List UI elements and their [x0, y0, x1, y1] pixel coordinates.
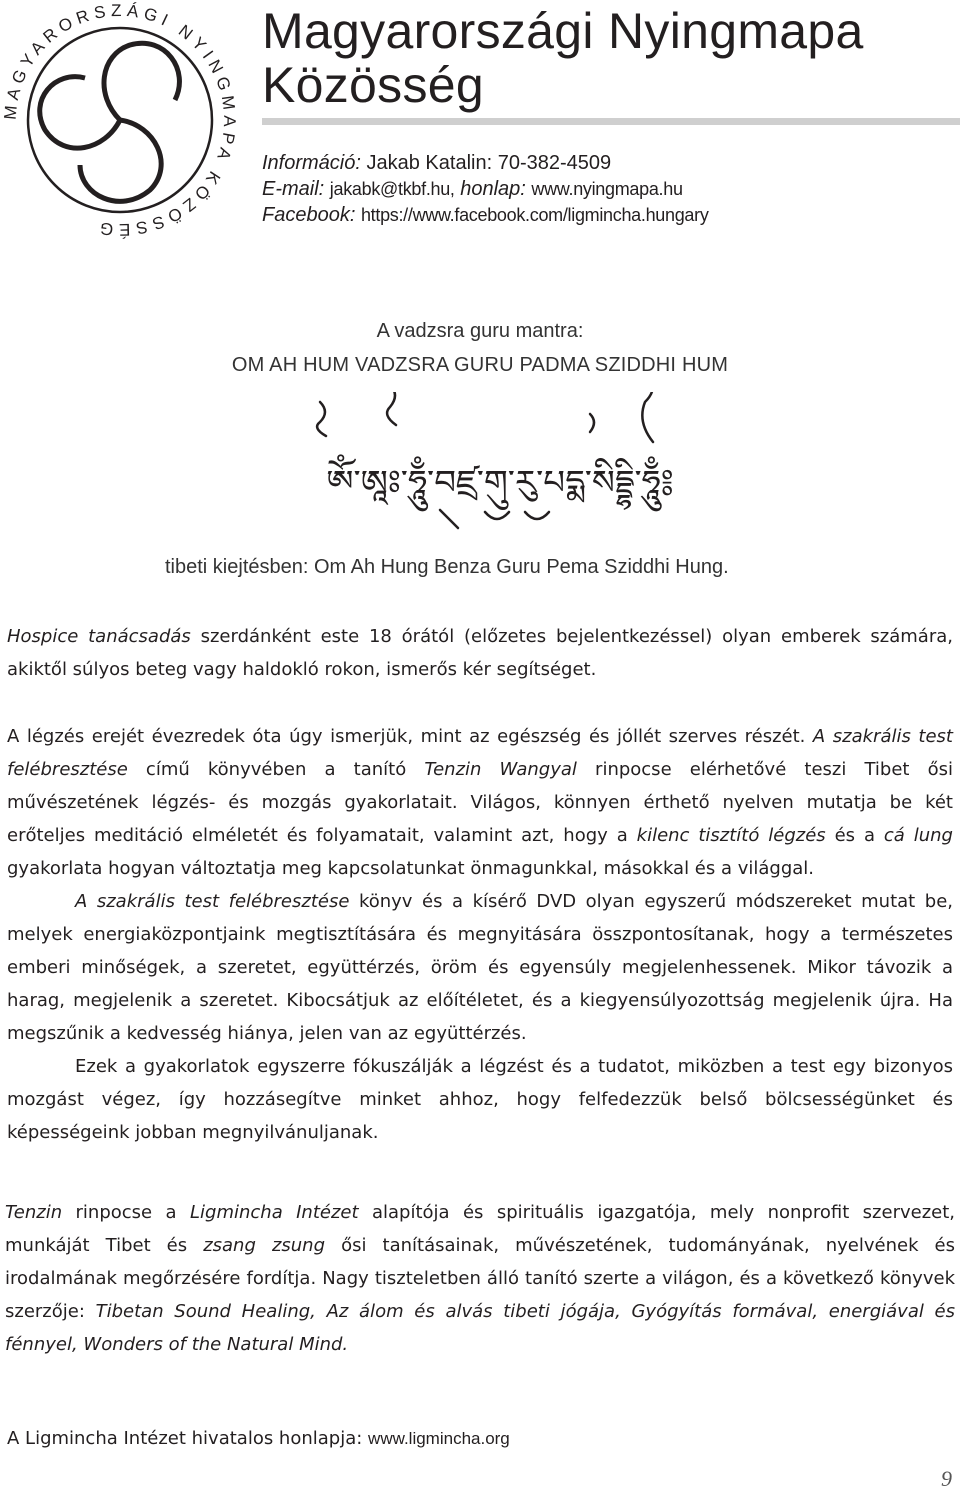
practice-name-1: kilenc tisztító légzés	[636, 825, 826, 846]
practice-name-2: cá lung	[883, 825, 953, 846]
book-dvd-paragraph	[7, 885, 953, 1050]
mantra-pronunciation: tibeti kiejtésben: Om Ah Hung Benza Guru Pema Sziddhi Hung.	[165, 556, 729, 578]
practice-paragraph: Ezek a gyakorlatok egyszerre fókuszálják a légzést és a tudatot, miközben a test egy bizonyos mozgást végez, így hozzásegítve minket ahhoz, hogy felfedezzük belső bölcsességünket és képességeink jobban megnyilvánuljanak.	[7, 1056, 953, 1143]
hospice-title: Hospice tanácsadás	[7, 626, 191, 647]
facebook-label: Facebook:	[262, 204, 356, 226]
hospice-paragraph	[7, 620, 953, 686]
page-number: 9	[941, 1466, 952, 1491]
tenzin-name: Tenzin	[5, 1202, 63, 1223]
community-logo	[0, 0, 240, 240]
tenzin-text-3: ősi tanításainak, művészetének, tudományának, nyelvének és irodalmának megőrzésére fordítja. Nagy tiszteletben álló tanító szerte a világon, és a következő könyvek szerzője:	[5, 1235, 955, 1322]
website-label: A Ligmincha Intézet hivatalos honlapja:	[7, 1428, 369, 1449]
breath-text-5: gyakorlata hogyan változtatja meg kapcsolatunkat önmagunkkal, másokkal és a világgal.	[7, 858, 815, 879]
book-title-2: A szakrális test felébresztése	[75, 891, 350, 912]
institute-website-line	[7, 1428, 510, 1449]
contact-info-row	[262, 150, 709, 176]
website-link[interactable]: www.nyingmapa.hu	[531, 179, 683, 199]
tibetan-subscript-marks	[440, 510, 549, 528]
facebook-link[interactable]: https://www.facebook.com/ligmincha.hungary	[360, 205, 709, 225]
ligmincha-link[interactable]: www.ligmincha.org	[368, 1429, 510, 1448]
tenzin-text-2: alapítója és spirituális igazgatója, mely nonprofit szervezet, munkáját Tibet és	[5, 1202, 955, 1256]
institute-name: Ligmincha Intézet	[189, 1202, 359, 1223]
hospice-text: szerdánként este 18 órától (előzetes bejelentkezéssel) olyan emberek számára, akiktől súlyos beteg vagy haldokló rokon, ismerős kér segítséget.	[7, 626, 953, 680]
book-list: Tibetan Sound Healing, Az álom és alvás tibeti jógája, Gyógyítás formával, energiával és fénnyel, Wonders of the Natural Mind.	[5, 1301, 956, 1355]
title-line-2: Közösség	[262, 57, 484, 113]
info-label: Információ:	[262, 152, 361, 174]
breath-paragraph	[7, 720, 953, 1149]
mantra-intro: A vadzsra guru mantra:	[376, 320, 584, 342]
tibetan-mantra-script	[300, 392, 700, 542]
tenzin-text-1: rinpocse a	[62, 1202, 190, 1223]
title-line-1: Magyarországi Nyingmapa	[262, 3, 864, 59]
mantra-text: OM AH HUM VADZSRA GURU PADMA SZIDDHI HUM	[231, 354, 729, 376]
title-divider	[262, 118, 960, 125]
breath-text-3: rinpocse elérhetővé teszi Tibet ősi művészetének légzés- és mozgás gyakorlatait. Világos, könnyen érthető nyelven mutatja be két erőteljes meditáció elméletét és folyamatait, valamint azt, hogy a	[7, 759, 953, 846]
zhang-zhung-term: zsang zsung	[203, 1235, 326, 1256]
breath-text-4: és a	[825, 825, 884, 846]
book-title: A szakrális test felébresztése	[7, 726, 953, 780]
contact-email-row	[262, 176, 709, 202]
breath-text-6: könyv és a kísérő DVD olyan egyszerű módszereket mutat be, melyek energiaközpontjaink megtisztítására és megnyitására összpontosítanak, hogy a természetes emberi minőségek, a szeretet, együttérzés, öröm és egyensúly megjelenhessenek. Mikor távozik a harag, megjelenik a szeretet. Kibocsátjuk az előítéletet, és a kiegyensúlyozottság megjelenik újra. Ha megszűnik a kedvesség hiánya, jelen van az együttérzés.	[7, 891, 953, 1044]
tibetan-vowel-marks	[317, 392, 653, 442]
breath-text-2: című könyvében a tanító	[127, 759, 425, 780]
three-swirl-logo-icon	[40, 43, 180, 201]
web-label: honlap:	[460, 178, 526, 200]
tibetan-mantra-text: ཨོཾ་ཨཱཿ་ཧཱུྃ་བཛྲ་གུ་རུ་པདྨ་སིདྡྷི་ཧཱུྃ༔	[326, 463, 674, 503]
page-title	[262, 4, 864, 112]
teacher-name: Tenzin Wangyal	[424, 759, 577, 780]
email-link[interactable]: jakabk@tkbf.hu,	[329, 179, 455, 199]
contact-facebook-row	[262, 202, 709, 228]
contact-block	[262, 150, 709, 228]
email-label: E-mail:	[262, 178, 325, 200]
logo-ring-text: MAGYARORSZÁGI NYINGMAPA KÖZÖSSÉG	[0, 0, 240, 240]
tenzin-paragraph	[5, 1196, 955, 1361]
breath-text-1: A légzés erejét évezredek óta úgy ismerjük, mint az egészség és jóllét szerves részét.	[7, 726, 813, 747]
info-value: Jakab Katalin: 70-382-4509	[366, 152, 612, 174]
